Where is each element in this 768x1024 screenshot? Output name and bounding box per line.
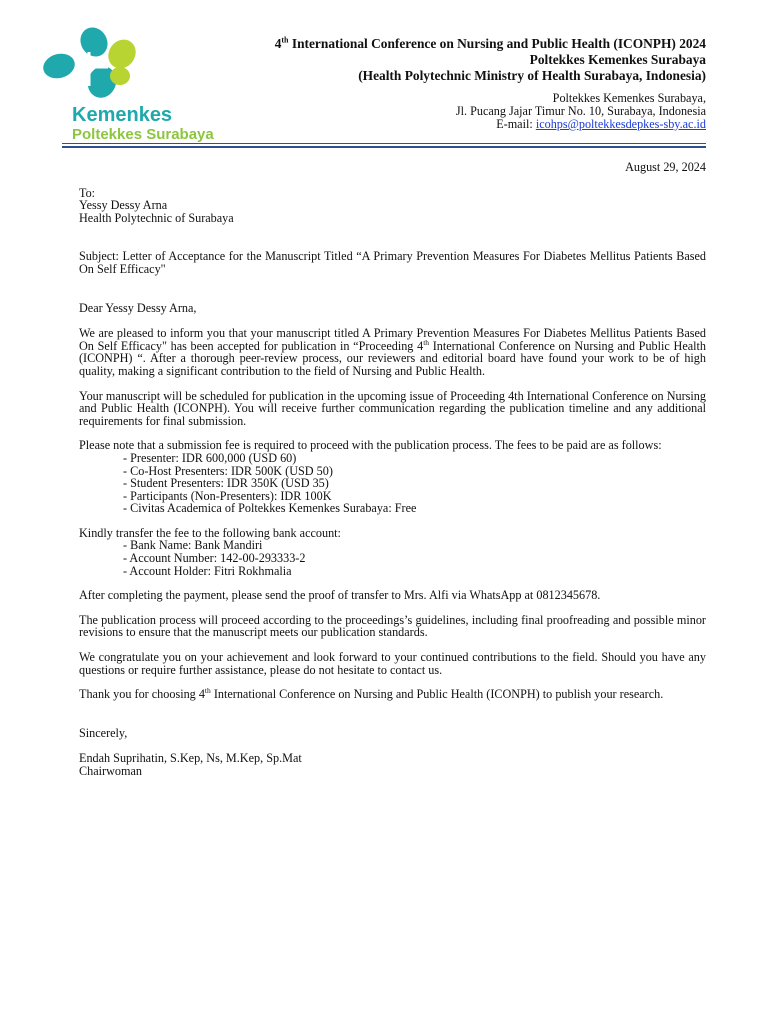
- list-item: - Co-Host Presenters: IDR 500K (USD 50): [123, 463, 333, 478]
- letter-date: August 29, 2024: [625, 160, 706, 174]
- to-label: To:: [79, 185, 96, 200]
- bank-intro: Kindly transfer the fee to the following bank account:: [79, 525, 341, 540]
- signatory-name: Endah Suprihatin, S.Kep, Ns, M.Kep, Sp.Mat: [79, 751, 302, 766]
- header-divider-thin: [62, 143, 706, 144]
- list-item: - Account Holder: Fitri Rokhmalia: [123, 563, 292, 578]
- payment-note: After completing the payment, please send the proof of transfer to Mrs. Alfi via WhatsApp at 0812345678.: [79, 588, 601, 603]
- congratulations-paragraph: We congratulate you on your achievement and look forward to your continued contributions to the field. Should you have any questions or require further assistance, please do not hesitate to contact us.: [79, 650, 706, 677]
- fees-intro: Please note that a submission fee is required to proceed with the publication process. The fees to be paid are as follows:: [79, 438, 662, 453]
- paragraph-acceptance: We are pleased to inform you that your manuscript titled A Primary Prevention Measures For Diabetes Mellitus Patients Based On Self Efficacy" has been accepted for publication in “Proceeding 4th International Conference on Nursing and Public Health (ICONPH) “. After a thorough peer-review process, our reviewers and editorial board have found your work to be of high quality, making a significant contribution to the field of Nursing and Public Health.: [79, 326, 707, 378]
- logo-subname: Poltekkes Surabaya: [72, 126, 214, 143]
- logo-name: Kemenkes: [72, 104, 173, 126]
- letterhead: [275, 36, 706, 84]
- list-item: - Student Presenters: IDR 350K (USD 35): [123, 476, 329, 491]
- list-item: - Bank Name: Bank Mandiri: [123, 538, 263, 553]
- salutation: Dear Yessy Dessy Arna,: [79, 300, 197, 315]
- conference-title: 4th International Conference on Nursing and Public Health (ICONPH) 2024: [274, 35, 706, 51]
- list-item: - Presenter: IDR 600,000 (USD 60): [123, 450, 297, 465]
- email-line: [456, 118, 706, 131]
- email-label: E-mail:: [496, 117, 536, 131]
- address-line-1: Poltekkes Kemenkes Surabaya,: [552, 91, 706, 105]
- list-item: - Civitas Academica of Poltekkes Kemenkes Surabaya: Free: [123, 501, 417, 516]
- recipient-org: Health Polytechnic of Surabaya: [79, 210, 234, 225]
- bank-details-list: [79, 539, 706, 577]
- process-note: The publication process will proceed according to the proceedings’s guidelines, including final proofreading and possible minor revisions to ensure that the manuscript meets our publication standards.: [79, 612, 706, 640]
- address-line-2: Jl. Pucang Jajar Timur No. 10, Surabaya, Indonesia: [455, 104, 706, 118]
- letter-body: [79, 161, 706, 778]
- fees-list: [79, 452, 706, 515]
- institution-name: Poltekkes Kemenkes Surabaya: [529, 52, 706, 67]
- ordinal-suffix: th: [281, 35, 289, 45]
- paragraph-scheduling: Your manuscript will be scheduled for publication in the upcoming issue of Proceeding 4th International Conference on Nursing and Public Health (ICONPH). You will receive further communication regarding the publication timeline and any additional requirements for final submission.: [79, 388, 706, 428]
- closing: Sincerely,: [79, 725, 128, 740]
- header-divider-thick: [62, 146, 706, 148]
- kemenkes-logo: [42, 26, 252, 146]
- thanks-paragraph: Thank you for choosing 4th International Conference on Nursing and Public Health (ICONPH) to publish your research.: [79, 686, 664, 702]
- list-item: - Account Number: 142-00-293333-2: [123, 551, 306, 566]
- list-item: - Participants (Non-Presenters): IDR 100K: [123, 488, 332, 503]
- institution-subtitle: (Health Polytechnic Ministry of Health Surabaya, Indonesia): [358, 68, 706, 83]
- address-block: [456, 92, 706, 131]
- email-link[interactable]: icohps@poltekkesdepkes-sby.ac.id: [535, 117, 706, 131]
- signatory-role: Chairwoman: [79, 764, 142, 778]
- kemenkes-leaf-icon: [42, 26, 137, 106]
- subject-line: Subject: Letter of Acceptance for the Manuscript Titled “A Primary Prevention Measures For Diabetes Mellitus Patients Based On Self Efficacy": [79, 249, 706, 276]
- recipient-name: Yessy Dessy Arna: [79, 198, 168, 213]
